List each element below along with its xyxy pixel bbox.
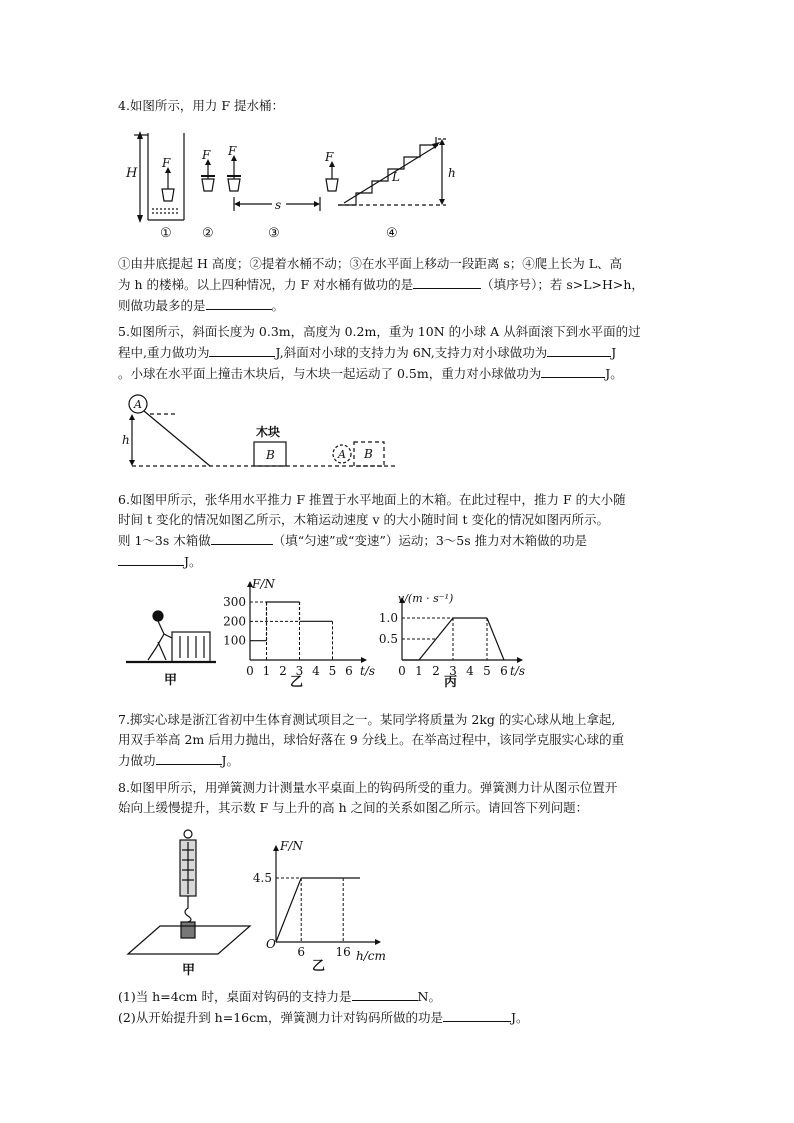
- q6-text: [118, 490, 678, 572]
- speed-x-arrow: [517, 657, 523, 663]
- q6-figure-jia: [124, 590, 224, 690]
- q5-block-B2-label: B: [364, 447, 373, 461]
- fh-chart-label: 乙: [312, 959, 326, 974]
- force-x-tick-4: 4: [312, 664, 320, 678]
- q4-F-label-2: F: [202, 148, 211, 162]
- force-chart-label: 乙: [290, 675, 304, 690]
- q7-text: [118, 710, 678, 771]
- q8-figure-jia: [126, 828, 254, 978]
- force-y-tick-300: 300: [223, 595, 246, 609]
- q7-line-3a: 力做功: [118, 753, 156, 768]
- fh-segment: [276, 878, 301, 942]
- q4-text: [118, 254, 678, 316]
- q4-line-3a: 则做功最多的是: [118, 298, 206, 313]
- speed-x-tick-3: 3: [449, 664, 457, 678]
- fh-y-arrow: [273, 845, 279, 851]
- q4-figure: [120, 125, 460, 243]
- q8-line-1: 8.如图甲所示，用弹簧测力计测量水平桌面上的钩码所受的重力。弹簧测力计从图示位置开: [118, 780, 618, 795]
- fh-y-label: F/N: [280, 839, 303, 853]
- speed-x-tick-0: 0: [398, 664, 406, 678]
- q4-line-1: ①由井底提起 H 高度；②提着水桶不动；③在水平面上移动一段距离 s；④爬上长为 L、高: [118, 256, 623, 271]
- q4-h-label: h: [448, 166, 456, 180]
- q7-line-1: 7.掷实心球是浙江省初中生体育测试项目之一。某同学将质量为 2kg 的实心球从地上拿起,: [118, 712, 616, 727]
- q4-label-1: ①: [160, 226, 172, 241]
- q4-label-3: ③: [268, 226, 280, 241]
- q5-blank-2[interactable]: [547, 342, 611, 357]
- fh-x-label: h/cm: [356, 949, 386, 963]
- q4-line-2b: （填序号）；若 s>L>H>h，: [481, 277, 644, 292]
- q6-jia-label: 甲: [164, 673, 178, 688]
- speed-chart-label: 丙: [444, 675, 458, 690]
- fh-x-arrow: [375, 939, 381, 945]
- speed-x-tick-6: 6: [500, 664, 508, 678]
- fh-x-tick-16: 16: [335, 945, 351, 959]
- speed-x-tick-2: 2: [432, 664, 440, 678]
- speed-y-tick-0: 1.0: [378, 611, 398, 625]
- q4-F-label-4: F: [325, 150, 334, 164]
- q7-blank-1[interactable]: [156, 750, 222, 765]
- q6-blank-1[interactable]: [211, 530, 273, 545]
- q8-sub1b: N。: [417, 989, 441, 1004]
- q5-line-3a: 。小球在水平面上撞击木块后，与木块一起运动了 0.5m，重力对小球做功为: [118, 366, 542, 381]
- speed-segment: [487, 618, 504, 660]
- q4-line-2a: 为 h 的楼梯。以上四种情况，力 F 对水桶有做功的是: [118, 277, 414, 292]
- force-x-tick-2: 2: [279, 664, 287, 678]
- q8-jia-label: 甲: [182, 963, 196, 978]
- q8-sub2a: (2)从开始提升到 h=16cm，弹簧测力计对钩码所做的功是: [118, 1010, 443, 1025]
- q5-line-3b: J。: [605, 366, 623, 381]
- q6-force-time-chart: [222, 578, 382, 690]
- speed-x-label: t/s: [510, 664, 526, 678]
- q6-line-3a: 则 1～3s 木箱做: [118, 533, 211, 548]
- q8-sub2b: J。: [510, 1010, 529, 1025]
- q5-blank-3[interactable]: [541, 363, 605, 378]
- q6-speed-time-chart: [372, 590, 542, 690]
- q4-line-3b: 。: [271, 298, 285, 313]
- speed-y-label: v/(m · s⁻¹): [398, 592, 454, 605]
- q4-blank-2[interactable]: [206, 295, 272, 310]
- q5-h-label: h: [122, 433, 130, 447]
- force-x-tick-5: 5: [328, 664, 337, 678]
- q4-H-label: H: [126, 166, 138, 181]
- q5-block-B-label: B: [266, 448, 275, 462]
- q6-line-2: 时间 t 变化的情况如图乙所示，木箱运动速度 v 的大小随时间 t 变化的情况如图丙所示。: [118, 512, 609, 527]
- q6-blank-2[interactable]: [118, 551, 184, 566]
- speed-y-tick-1: 0.5: [378, 632, 398, 646]
- force-x-tick-0: 0: [246, 664, 254, 678]
- q8-blank-1[interactable]: [352, 986, 418, 1001]
- q5-line-1: 5.如图所示，斜面长度为 0.3m，高度为 0.2m，重为 10N 的小球 A 从斜面滚下到水平面的过: [118, 324, 641, 339]
- speed-x-tick-1: 1: [415, 664, 423, 678]
- force-x-arrow: [361, 657, 367, 663]
- fh-x-tick-6: 6: [297, 945, 306, 959]
- q4-L-label: L: [392, 170, 400, 184]
- q5-block-title: 木块: [256, 425, 281, 439]
- q5-ball-A-label: A: [134, 398, 142, 411]
- q8-sub-questions: [118, 986, 678, 1028]
- force-x-label: t/s: [360, 664, 376, 678]
- q4-F-label-3: F: [228, 144, 237, 158]
- q5-text: [118, 322, 678, 384]
- q8-line-2: 始向上缓慢提升，其示数 F 与上升的高 h 之间的关系如图乙所示。请回答下列问题：: [118, 800, 589, 815]
- q7-line-3b: J。: [221, 753, 240, 768]
- q6-line-1: 6.如图甲所示，张华用水平推力 F 推置于水平地面上的木箱。在此过程中，推力 F 的大小随: [118, 492, 626, 507]
- q5-ball-A2-label: A: [338, 448, 346, 461]
- force-y-tick-200: 200: [223, 614, 246, 629]
- fh-y-tick: 4.5: [252, 871, 272, 885]
- q5-blank-1[interactable]: [209, 342, 275, 357]
- fh-origin: O: [266, 937, 276, 951]
- q4-label-4: ④: [386, 226, 398, 241]
- q8-sub1a: (1)当 h=4cm 时，桌面对钩码的支持力是: [118, 989, 352, 1004]
- force-y-tick-100: 100: [223, 633, 246, 648]
- q5-line-2b: J,斜面对小球的支持力为 6N,支持力对小球做功为: [275, 345, 548, 360]
- q4-stem: 4.如图所示，用力 F 提水桶：: [118, 98, 285, 113]
- q5-figure: [120, 392, 410, 474]
- q4-F-label-1: F: [162, 156, 171, 170]
- q5-line-2c: J: [611, 345, 617, 360]
- force-x-tick-1: 1: [262, 664, 271, 678]
- q7-line-2: 用双手举高 2m 后用力抛出，球恰好落在 9 分线上。在举高过程中，该同学克服实心球的重: [118, 732, 625, 747]
- q4-label-2: ②: [202, 226, 214, 241]
- speed-x-tick-5: 5: [483, 664, 491, 678]
- q6-line-3b: （填“匀速”或“变速”）运动；3～5s 推力对木箱做的功是: [272, 533, 588, 548]
- q8-force-height-chart: [254, 834, 414, 978]
- force-x-tick-3: 3: [295, 664, 304, 678]
- speed-x-tick-4: 4: [466, 664, 474, 678]
- q5-line-2a: 程中,重力做功为: [118, 345, 210, 360]
- q8-blank-2[interactable]: [443, 1007, 511, 1022]
- q4-blank-1[interactable]: [413, 274, 481, 289]
- force-x-tick-6: 6: [345, 664, 353, 678]
- q4-s-label: s: [275, 198, 282, 212]
- q6-line-4b: J。: [184, 554, 202, 569]
- force-y-label: F/N: [252, 577, 275, 591]
- q8-text: [118, 778, 678, 818]
